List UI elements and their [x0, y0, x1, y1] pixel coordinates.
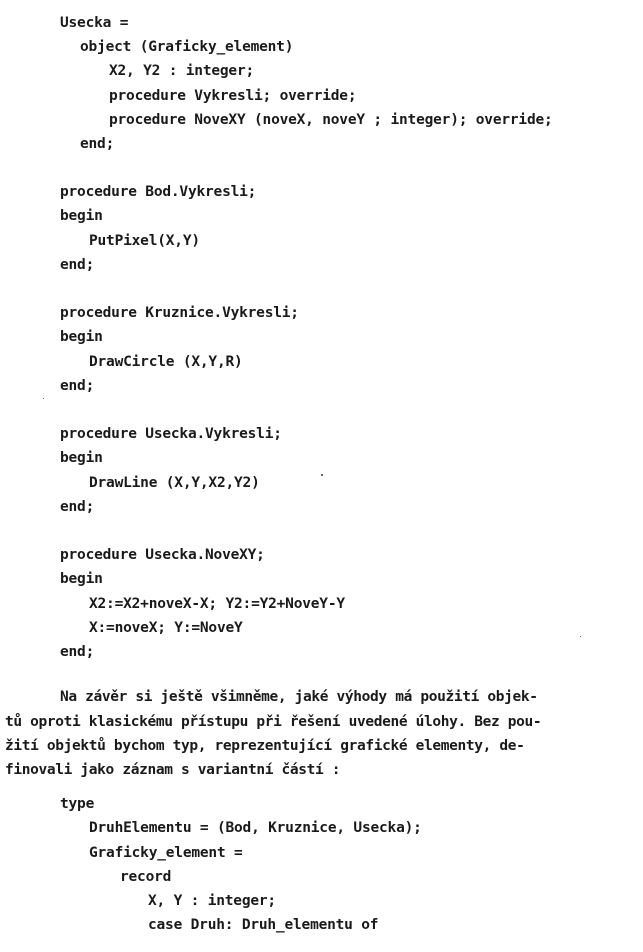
code-line: end;: [60, 257, 95, 273]
code-line: DrawCircle (X,Y,R): [89, 354, 243, 370]
code-line: case Druh: Druh_elementu of: [148, 917, 379, 933]
code-line: end;: [80, 136, 115, 152]
code-line: type: [60, 796, 95, 812]
code-line: record: [120, 869, 172, 885]
code-line: end;: [60, 378, 95, 394]
code-line: procedure NoveXY (noveX, noveY ; integer); override;: [109, 112, 553, 128]
code-line: procedure Usecka.Vykresli;: [60, 426, 282, 442]
scan-speck: [321, 474, 323, 476]
paragraph-line: žití objektů bychom typ, reprezentující grafické elementy, de-: [5, 738, 525, 754]
code-line: Usecka =: [60, 15, 129, 31]
scan-speck: [43, 398, 44, 399]
code-line: begin: [60, 329, 103, 345]
paragraph-line: Na závěr si ještě všimněme, jaké výhody má použití objek-: [60, 689, 538, 705]
code-line: procedure Kruznice.Vykresli;: [60, 305, 299, 321]
code-line: DrawLine (X,Y,X2,Y2): [89, 475, 260, 491]
code-line: X2:=X2+noveX-X; Y2:=Y2+NoveY-Y: [89, 596, 345, 612]
code-line: procedure Vykresli; override;: [109, 88, 357, 104]
code-line: begin: [60, 208, 103, 224]
code-line: begin: [60, 571, 103, 587]
code-line: procedure Usecka.NoveXY;: [60, 547, 265, 563]
code-line: end;: [60, 499, 95, 515]
code-line: X, Y : integer;: [148, 893, 276, 909]
scan-speck: [580, 636, 581, 637]
code-line: X2, Y2 : integer;: [109, 63, 255, 79]
code-line: DruhElementu = (Bod, Kruznice, Usecka);: [89, 820, 422, 836]
code-line: object (Graficky_element): [80, 39, 294, 55]
code-line: X:=noveX; Y:=NoveY: [89, 620, 243, 636]
code-line: Graficky_element =: [89, 845, 243, 861]
code-line: begin: [60, 450, 103, 466]
code-line: end;: [60, 644, 95, 660]
paragraph-line: tů oproti klasickému přístupu při řešení uvedené úlohy. Bez pou-: [5, 714, 542, 730]
paragraph-line: finovali jako záznam s variantní částí :: [5, 762, 341, 778]
code-line: procedure Bod.Vykresli;: [60, 184, 257, 200]
code-line: PutPixel(X,Y): [89, 233, 200, 249]
